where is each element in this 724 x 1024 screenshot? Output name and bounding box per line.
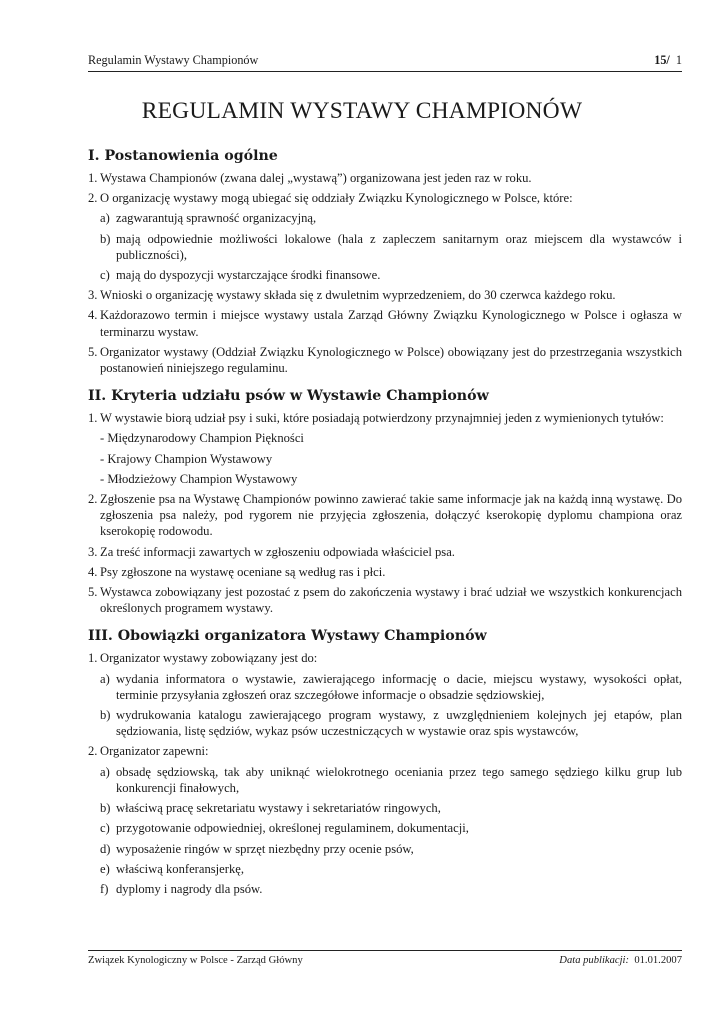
sub-item: c) mają do dyspozycji wystarczające środki finansowe. <box>100 268 381 283</box>
header-rule <box>88 71 682 72</box>
list-item: 2. Organizator zapewni: <box>88 744 209 759</box>
page-current: 15/ <box>654 53 670 67</box>
page-number <box>654 53 682 68</box>
sub-item: e) właściwą konferansjerkę, <box>100 861 244 876</box>
document-title: REGULAMIN WYSTAWY CHAMPIONÓW <box>141 98 583 124</box>
list-item: 4. Psy zgłoszone na wystawę oceniane są według ras i płci. <box>88 564 386 579</box>
list-item: 5. Wystawca zobowiązany jest pozostać z psem do zakończenia wystawy i brać udział we wszystkich konkurencjach określonych programem wystawy. <box>88 585 682 616</box>
sub-item: b) mają odpowiednie możliwości lokalowe (hala z zapleczem sanitarnym oraz miejscem dla wystawców i publiczności), <box>100 231 682 262</box>
list-item: 4. Każdorazowo termin i miejsce wystawy ustala Zarząd Główny Związku Kynologicznego w Polsce i ogłasza w terminarzu wystaw. <box>88 308 682 339</box>
list-item: 2. O organizację wystawy mogą ubiegać się oddziały Związku Kynologicznego w Polsce, które: <box>88 191 573 206</box>
sub-item: b) wydrukowania katalogu zawierającego program wystawy, z uwzględnieniem kolejnych jej etapów, plan sędziowania, listę sędziów, wykaz psów uczestniczących w wystawie oraz spis wystawców, <box>100 708 682 739</box>
title-item: - Krajowy Champion Wystawowy <box>100 451 273 466</box>
title-item: - Młodzieżowy Champion Wystawowy <box>100 471 298 486</box>
section-heading: II. Kryteria udziału psów w Wystawie Championów <box>88 388 489 405</box>
publication-date <box>559 955 682 966</box>
page-header <box>88 53 682 71</box>
publication-date-value: 01.01.2007 <box>634 955 682 966</box>
section-general <box>88 146 682 376</box>
list-item: 1. W wystawie biorą udział psy i suki, które posiadają potwierdzony przynajmniej jeden z wymienionych tytułów: <box>88 411 664 426</box>
footer-organization: Związek Kynologiczny w Polsce - Zarząd Główny <box>88 955 303 966</box>
list-item: 3. Wnioski o organizację wystawy składa się z dwuletnim wyprzedzeniem, do 30 czerwca każdego roku. <box>88 288 616 303</box>
section-criteria <box>88 386 682 616</box>
sub-item: a) obsadę sędziowską, tak aby uniknąć wielokrotnego oceniania przez tego samego sędziego kilku grup lub konkurencji finałowych, <box>100 764 682 795</box>
list-item: 1. Organizator wystawy zobowiązany jest do: <box>88 651 318 666</box>
list-item: 2. Zgłoszenie psa na Wystawę Championów powinno zawierać takie same informacje jak na każdą inną wystawę. Do zgłoszenia psa należy, pod rygorem nie przyjęcia zgłoszenia, dołączyć kserokopię dyplomu championa oraz kserokopię rodowodu. <box>88 492 682 539</box>
sub-item: c) przygotowanie odpowiedniej, określonej regulaminem, dokumentacji, <box>100 821 469 836</box>
footer-rule <box>88 950 682 951</box>
document-body <box>88 146 682 907</box>
publication-label: Data publikacji: <box>559 955 630 966</box>
section-organizer-duties <box>88 626 682 897</box>
section-heading: III. Obowiązki organizatora Wystawy Championów <box>88 628 487 645</box>
sub-item: d) wyposażenie ringów w sprzęt niezbędny przy ocenie psów, <box>100 841 414 856</box>
section-heading: I. Postanowienia ogólne <box>88 148 278 164</box>
list-item: 1. Wystawa Championów (zwana dalej „wystawą”) organizowana jest jeden raz w roku. <box>88 171 532 185</box>
page-total: 1 <box>675 53 682 67</box>
header-doc-title: Regulamin Wystawy Championów <box>88 53 259 67</box>
title-item: - Międzynarodowy Champion Piękności <box>100 431 304 446</box>
sub-item: f) dyplomy i nagrody dla psów. <box>100 881 263 896</box>
sub-item: a) wydania informatora o wystawie, zawierającego informację o dacie, miejscu wystawy, wysokości opłat, terminie przysyłania zgłoszeń oraz szczegółowe informacje o obsadzie sędziowskiej, <box>100 671 682 702</box>
sub-item: a) zagwarantują sprawność organizacyjną, <box>100 211 317 226</box>
list-item: 5. Organizator wystawy (Oddział Związku Kynologicznego w Polsce) obowiązany jest do przestrzegania wszystkich postanowień niniejszego regulaminu. <box>88 344 682 376</box>
list-item: 3. Za treść informacji zawartych w zgłoszeniu odpowiada właściciel psa. <box>88 544 455 559</box>
sub-item: b) właściwą pracę sekretariatu wystawy i sekretariatów ringowych, <box>100 801 441 816</box>
